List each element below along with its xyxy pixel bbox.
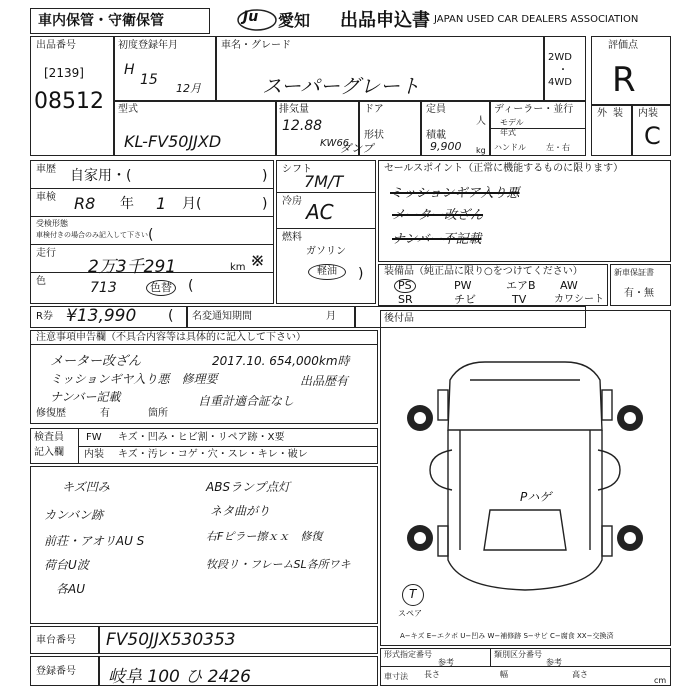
notes-line-3: ナンバー記載 [50, 390, 121, 404]
equip-pw: PW [454, 279, 472, 292]
fuel-gasoline: ガソリン [306, 246, 346, 257]
equip-sr: SR [398, 293, 413, 306]
ac-label: 冷房 [282, 196, 302, 207]
grade-value: R [612, 60, 636, 100]
logo-mark: Ju [243, 9, 259, 25]
sales-title: セールスポイント（正常に機能するものに限ります） [384, 163, 624, 174]
ac-value: AC [306, 200, 334, 224]
dims-label: 車寸法 [384, 672, 408, 681]
inspection-label: 車検 [36, 192, 56, 203]
fuel-diesel: 軽油 [308, 264, 346, 280]
damage-legend: A−キズ E−エクボ U−凹み W−補修跡 S−サビ C−腐食 XX−交換済 [400, 632, 614, 640]
load-value: 9,900 [430, 140, 462, 153]
equip-navi: チビ [454, 293, 476, 306]
inspection-month: 1 [156, 194, 167, 213]
interior-value: C [644, 122, 661, 150]
reg-alt-2: 類別区分番号 [494, 650, 542, 659]
reg-alt-1: 形式指定番号 [384, 650, 432, 659]
r-ticket-value: ¥13,990 [66, 306, 137, 326]
chassis-value: FV50JJX530353 [106, 630, 236, 650]
inspection-form-note: 車検付きの場合のみ記入して下さい [36, 231, 148, 239]
drive-dot: ・ [558, 65, 568, 76]
body-note: Pハゲ [520, 490, 552, 504]
equip-leather: カワシート [554, 294, 604, 305]
exterior-mark: 装 [613, 108, 623, 119]
remark-right-2: ネタ曲がり [210, 504, 271, 518]
equip-ps: PS [394, 279, 416, 293]
remark-right-1: ABSランプ点灯 [206, 480, 291, 494]
inspection-form-label: 受検形態 [36, 219, 68, 228]
inspection-month-unit: 月( [182, 196, 202, 212]
load-unit: kg [476, 146, 486, 155]
storage-badge-text: 車内保管・守衛保管 [38, 13, 164, 29]
association-name: JAPAN USED CAR DEALERS ASSOCIATION [434, 14, 639, 25]
color-value: 713 [90, 280, 117, 296]
repair-close: 箇所 [148, 408, 168, 419]
warranty-value: 有・無 [624, 288, 654, 299]
inspection-form-paren: ( [148, 227, 154, 243]
interior-label: 内装 [638, 108, 658, 119]
chassis-label: 車台番号 [36, 635, 76, 646]
remark-right-4: 牧段リ・フレームSL各所ワキ [206, 558, 351, 571]
shift-value: 7M/T [304, 172, 344, 191]
inspector-label-2: 記入欄 [34, 447, 64, 458]
repair-label: 修復歴 [36, 408, 66, 419]
first-reg-era: H [124, 62, 135, 78]
inspector-label-1: 検査員 [34, 432, 64, 443]
truck-diagram [390, 350, 660, 610]
notes-line-2b: 出品歴有 [300, 374, 349, 388]
inspector-int-label: 内装 [84, 449, 104, 460]
reg-alt-1b: 参考 [438, 658, 454, 667]
drive-4wd: 4WD [548, 77, 572, 88]
notes-title: 注意事項申告欄（不具合内容等は具体的に記入して下さい） [36, 332, 306, 343]
repair-open: 有 [100, 408, 110, 419]
handle-value: 左・右 [546, 143, 570, 152]
inspection-close: ) [262, 196, 268, 212]
equip-airbag: エアB [506, 279, 536, 292]
lot-sub: [2139] [44, 66, 84, 80]
lot-number: 08512 [34, 89, 104, 114]
r-ticket-paren: ( [168, 308, 174, 324]
sales-line-1: ミッションギア入り悪 [390, 186, 520, 201]
displacement-value: 12.88 [282, 118, 323, 134]
history-value: 自家用・( [70, 168, 132, 184]
dims-unit: cm [654, 676, 667, 685]
model-year-label: モデル [500, 118, 524, 127]
mileage-mark: ※ [250, 250, 266, 271]
lot-label: 出品番号 [36, 40, 76, 51]
equip-tv: TV [512, 293, 527, 306]
fuel-close: ) [358, 266, 364, 282]
capacity-unit: 人 [476, 116, 486, 127]
exterior-label: 外 [597, 108, 607, 119]
sales-line-2: メーター改ざん [392, 208, 484, 223]
inspection-era: R8 [74, 194, 96, 213]
notes-line-2: ミッションギヤ入り悪 修理要 [50, 372, 218, 386]
mileage-unit: km [230, 262, 246, 273]
displacement-unit: KW66 [320, 138, 350, 149]
notes-line-1: メーター改ざん [50, 354, 142, 369]
type-label: 型式 [118, 104, 138, 115]
load-label: 積載 [426, 130, 446, 141]
capacity-label: 定員 [426, 104, 446, 115]
history-close: ) [262, 168, 268, 184]
color-changed: 色替 [146, 280, 176, 296]
spare-symbol: T [409, 587, 417, 601]
name-change-label: 名変通知期間 [192, 311, 252, 322]
r-ticket-label: R券 [36, 311, 53, 322]
remark-left-2: カンバン跡 [44, 508, 104, 522]
history-label: 車歴 [36, 164, 56, 175]
remark-left-4: 荷台U波 [44, 558, 89, 572]
reg-alt-2b: 参考 [546, 658, 562, 667]
body-value: ダンプ [340, 142, 374, 155]
equipment-title: 装備品（純正品に限り○をつけてください） [384, 266, 583, 277]
first-reg-label: 初度登録年月 [118, 40, 178, 51]
remark-left-5: 各AU [56, 582, 85, 596]
color-paren: ( [188, 278, 194, 294]
remark-left-1: キズ凹み [62, 480, 110, 494]
org-name: 愛知 [278, 11, 311, 30]
form-title: 出品申込書 [340, 10, 430, 31]
model-name: スーパーグレート [262, 74, 420, 98]
displacement-label: 排気量 [279, 104, 309, 115]
body-label: 形状 [364, 130, 384, 141]
reg-label: 登録番号 [36, 666, 76, 677]
sales-line-3: ナンバー不記載 [392, 232, 482, 247]
equip-aw: AW [560, 279, 578, 292]
drive-2wd: 2WD [548, 52, 572, 63]
inspector-ext-items: キズ・凹み・ヒビ割・リペア跡・X要 [118, 432, 285, 443]
mileage-value: 2万3千291 [88, 257, 177, 277]
dims-height: 高さ [572, 670, 588, 679]
color-label: 色 [36, 276, 46, 287]
grade-label: 評価点 [608, 40, 638, 51]
reg-value: 岐阜 100 ひ 2426 [108, 667, 251, 687]
remark-right-3: 右Fピラー擦ｘｘ 修復 [206, 530, 323, 543]
aftermarket-title: 後付品 [384, 313, 414, 324]
name-change-unit: 月 [326, 311, 336, 322]
spare-label: スペア [398, 609, 422, 618]
inspector-int-items: キズ・汚レ・コゲ・穴・スレ・キレ・破レ [118, 449, 308, 460]
dims-width: 幅 [500, 670, 508, 679]
door-label: ドア [364, 104, 384, 115]
warranty-label: 新車保証書 [614, 268, 654, 277]
first-reg-month: 12月 [176, 82, 201, 95]
model-year-label2: 年式 [500, 128, 516, 137]
remark-left-3: 前荘・アオリAU S [44, 534, 145, 548]
shift-label: シフト [282, 164, 312, 175]
inspector-ext-label: FW [86, 432, 102, 443]
handle-label: ハンドル [494, 143, 526, 152]
dealer-label: ディーラー・並行 [494, 104, 574, 115]
model-name-label: 車名・グレード [221, 40, 291, 51]
inspection-year-unit: 年 [120, 196, 134, 212]
mileage-label: 走行 [36, 248, 56, 259]
notes-line-3b: 自重計適合証なし [198, 394, 295, 408]
type-value: KL-FV50JJXD [124, 132, 222, 151]
fuel-label: 燃料 [282, 232, 302, 243]
notes-line-1b: 2017.10. 654,000km時 [212, 354, 350, 368]
first-reg-year: 15 [140, 72, 158, 88]
dims-length: 長さ [424, 670, 440, 679]
